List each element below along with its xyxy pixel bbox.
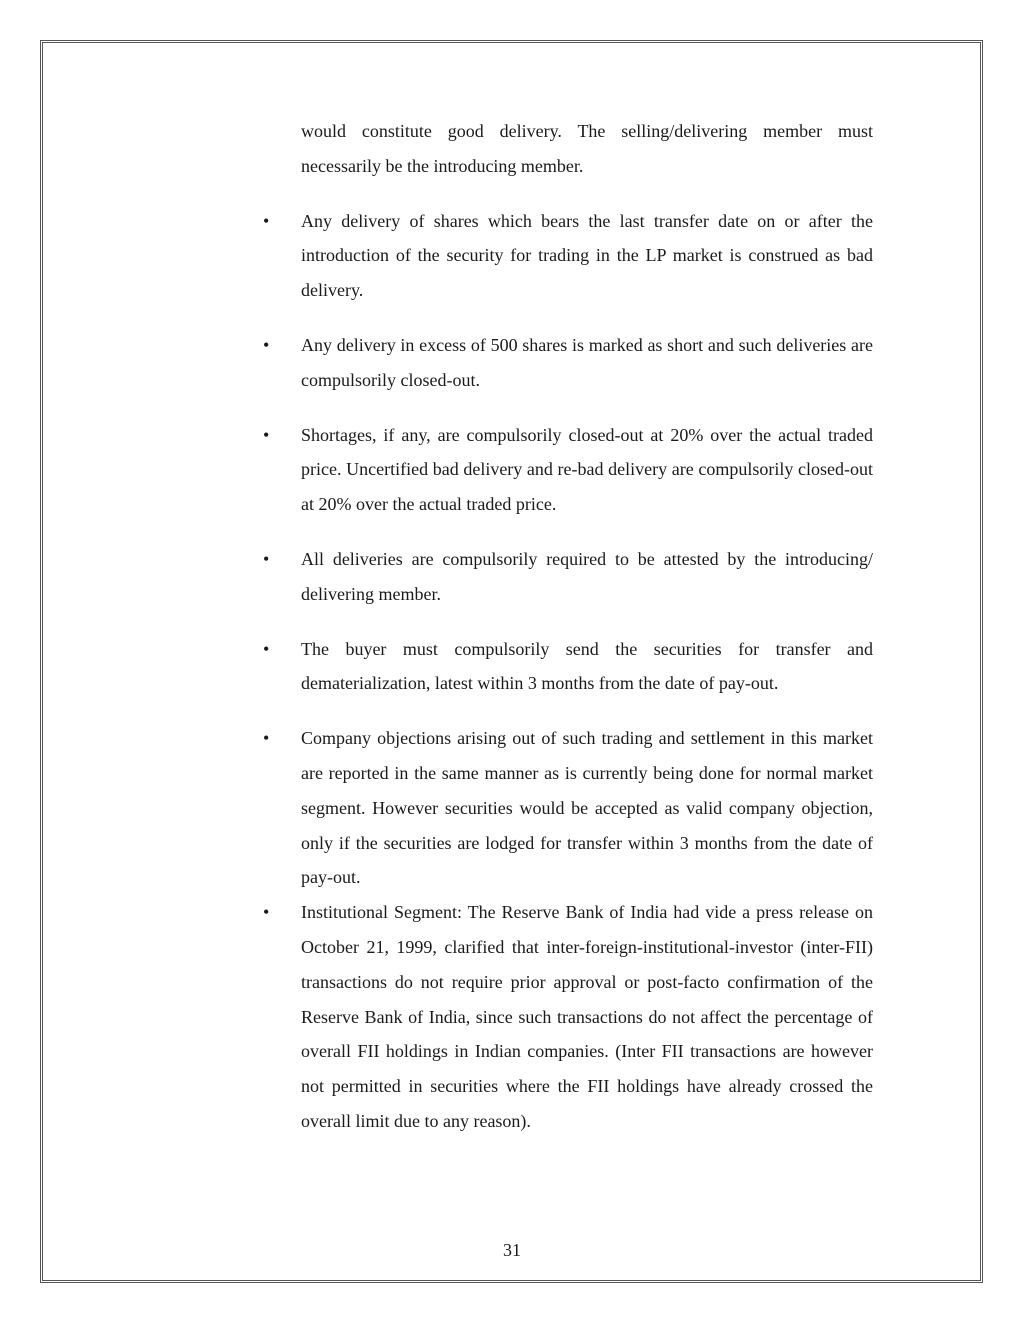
page-content xyxy=(263,114,873,1139)
bullet-icon: • xyxy=(263,728,270,749)
list-item-text: Institutional Segment: The Reserve Bank of India had vide a press release on October 21, 1999, clarified that inter-foreign-institutional-investor (inter-FII) transactions do not require prior approval or post-facto confirmation of the Reserve Bank of India, since such transactions do not affect the percentage of overall FII holdings in Indian companies. (Inter FII transactions are however not permitted in securities where the FII holdings have already crossed the overall limit due to any reason). xyxy=(301,902,873,1131)
bullet-icon: • xyxy=(263,902,270,923)
list-item xyxy=(263,632,873,702)
list-item-text: Any delivery of shares which bears the last transfer date on or after the introduction of the security for trading in the LP market is construed as bad delivery. xyxy=(301,210,873,301)
bullet-icon: • xyxy=(263,210,270,231)
list-item xyxy=(263,721,873,895)
list-item-text: Shortages, if any, are compulsorily closed-out at 20% over the actual traded price. Uncertified bad delivery and re-bad delivery are compulsorily closed-out at 20% over the actual traded price. xyxy=(301,424,873,515)
continuation-paragraph: would constitute good delivery. The selling/delivering member must necessarily be the introducing member. xyxy=(301,121,873,176)
page-number: 31 xyxy=(503,1240,521,1260)
bullet-list xyxy=(263,204,873,1139)
list-item-text: All deliveries are compulsorily required to be attested by the introducing/ delivering member. xyxy=(301,548,873,604)
bullet-icon: • xyxy=(263,638,270,659)
list-item-text: Company objections arising out of such trading and settlement in this market are reported in the same manner as is currently being done for normal market segment. However securities would be accepted as valid company objection, only if the securities are lodged for transfer within 3 months from the date of pay-out. xyxy=(301,728,873,888)
list-item xyxy=(263,328,873,398)
bullet-icon: • xyxy=(263,424,270,445)
list-item-text: Any delivery in excess of 500 shares is marked as short and such deliveries are compulsorily closed-out. xyxy=(301,334,873,390)
list-item xyxy=(263,542,873,612)
bullet-icon: • xyxy=(263,334,270,355)
list-item xyxy=(263,418,873,522)
list-item-text: The buyer must compulsorily send the securities for transfer and dematerialization, latest within 3 months from the date of pay-out. xyxy=(301,638,873,694)
bullet-icon: • xyxy=(263,548,270,569)
list-item xyxy=(263,204,873,308)
list-item xyxy=(263,895,873,1139)
